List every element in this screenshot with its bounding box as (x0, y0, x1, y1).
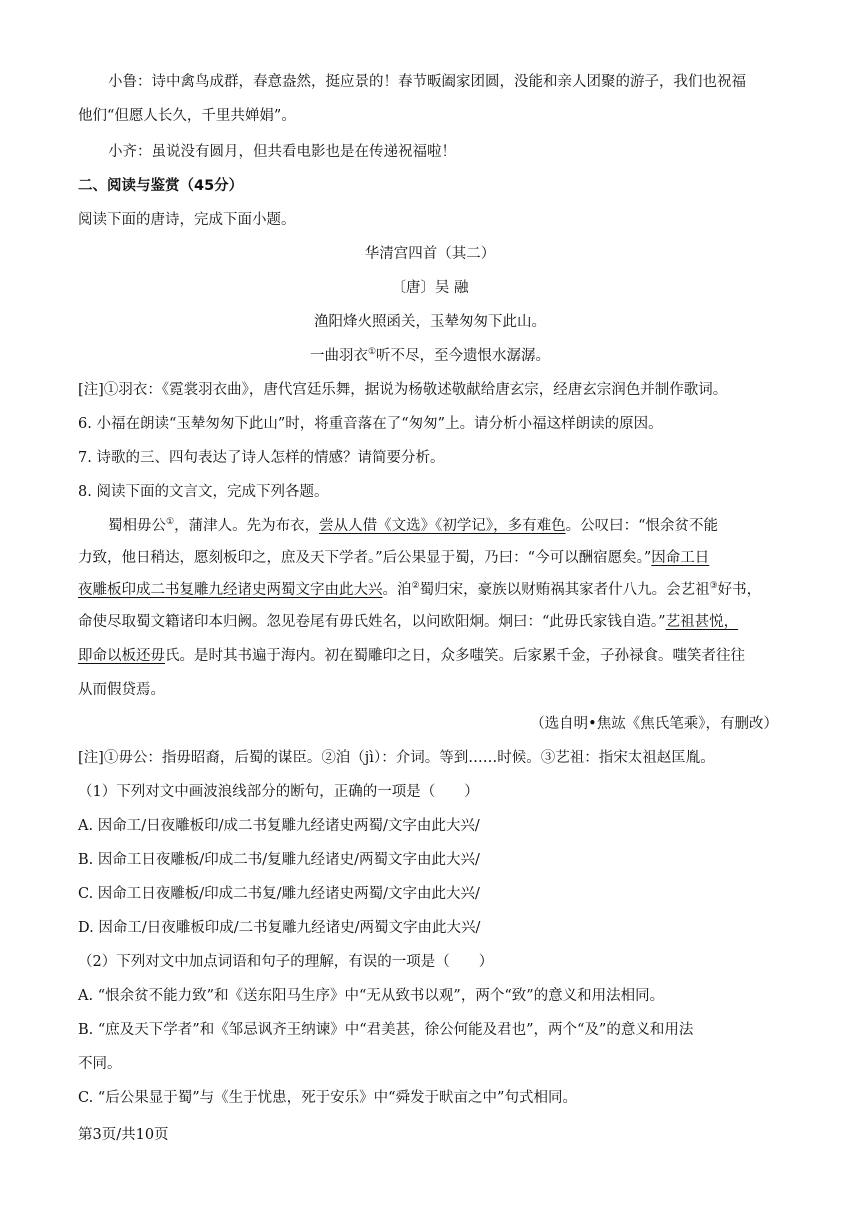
dialogue-line: 他们“但愿人长久，千里共婵娟”。 (78, 108, 296, 124)
passage-line (78, 612, 738, 632)
subquestion-1-option-a: A. 因命工/日夜雕板印/成二书复雕九经诸史两蜀/文字由此大兴/ (78, 818, 480, 834)
poem-line (0, 346, 860, 366)
poem-text: 听不尽，至今遗恨水潺潺。 (376, 348, 551, 364)
passage-line (78, 548, 709, 568)
passage-text: 。洎 (382, 582, 412, 598)
passage-note: [注]①毋公：指毋昭裔，后蜀的谋臣。②洎（jì）：介词。等到……时候。③艺祖：指宋太祖赵匡胤。 (78, 750, 715, 766)
wavy-underlined-sentence: 夜雕板印成二书复雕九经诸史两蜀文字由此大兴 (78, 582, 383, 598)
passage-text: 好书， (717, 582, 762, 598)
underlined-sentence: 艺祖甚悦， (665, 614, 739, 630)
subquestion-1-option-d: D. 因命工/日夜雕板印成/二书复雕九经诸史/两蜀文字由此大兴/ (78, 920, 481, 936)
passage-text: 命使尽取蜀文籍诸印本归阙。忽见卷尾有毋氏姓名，以问欧阳炯。炯曰：“此毋氏家钱自造。” (78, 614, 666, 630)
passage-line: 从而假贷焉。 (78, 682, 165, 698)
subquestion-1-option-b: B. 因命工日夜雕板/印成二书/复雕九经诸史/两蜀文字由此大兴/ (78, 852, 480, 868)
underlined-sentence: 即命以板还毋 (78, 648, 165, 664)
dialogue-line: 小鲁：诗中禽鸟成群，春意盎然，挺应景的！春节畈阖家团圆，没能和亲人团聚的游子，我们也祝福 (108, 74, 746, 90)
passage-text: 力致，他日稍达，愿刻板印之，庶及天下学者。”后公果显于蜀，乃曰：“今可以酬宿愿矣。” (78, 550, 652, 566)
passage-text: 蜀相毋公 (108, 518, 166, 534)
passage-source: （选自明•焦竑《焦氏笔乘》，有删改） (530, 716, 778, 732)
subquestion-2-option-b: B. “庶及天下学者”和《邹忌讽齐王纳谏》中“君美甚，徐公何能及君也”，两个“及”的意义和用法 (78, 1022, 694, 1038)
passage-line (78, 580, 761, 600)
passage-text: 。公叹曰：“恨余贫不能 (565, 518, 718, 534)
underlined-sentence: 尝从人借《文选》《初学记》，多有难色 (319, 518, 566, 534)
footnote-marker: ② (411, 581, 420, 592)
question-6: 6. 小福在朗读“玉辇匆匆下此山”时，将重音落在了“匆匆”上。请分析小福这样朗读的原因。 (78, 416, 663, 432)
subquestion-1-stem: （1）下列对文中画波浪线部分的断句，正确的一项是（ ） (78, 784, 479, 800)
subquestion-2-option-b-cont: 不同。 (78, 1056, 122, 1072)
poem-title: 华清宫四首（其二） (364, 246, 496, 262)
subquestion-1-option-c: C. 因命工日夜雕板/印成二书复/雕九经诸史两蜀/文字由此大兴/ (78, 886, 480, 902)
question-7: 7. 诗歌的三、四句表达了诗人怎样的情感？请简要分析。 (78, 450, 445, 466)
poem-author: 〔唐〕吴 融 (391, 280, 469, 296)
passage-line (78, 646, 745, 666)
passage-line (108, 516, 718, 536)
footnote-marker: ③ (709, 581, 718, 592)
subquestion-2-stem: （2）下列对文中加点词语和句子的理解，有误的一项是（ ） (78, 954, 494, 970)
page-footer: 第3页/共10页 (78, 1127, 169, 1143)
footnote-marker: ① (367, 347, 377, 358)
passage-text: 蜀归宋，豪族以财贿祸其家者什八九。会艺祖 (419, 582, 710, 598)
poem-note: [注]①羽衣：《霓裳羽衣曲》，唐代宫廷乐舞，据说为杨敬述敬献给唐玄宗，经唐玄宗润色并制作歌词。 (78, 382, 728, 398)
dialogue-line: 小齐：虽说没有圆月，但共看电影也是在传递祝福啦！ (108, 144, 456, 160)
passage-text: ，蒲津人。先为布衣， (174, 518, 320, 534)
question-8: 8. 阅读下面的文言文，完成下列各题。 (78, 484, 329, 500)
section-intro: 阅读下面的唐诗，完成下面小题。 (78, 212, 296, 228)
wavy-underlined-sentence: 因命工日 (651, 550, 710, 566)
section-heading: 二、阅读与鉴赏（45分） (78, 178, 244, 194)
poem-text: 一曲羽衣 (309, 348, 368, 364)
subquestion-2-option-a: A. “恨余贫不能力致”和《送东阳马生序》中“无从致书以观”，两个“致”的意义和用法相同。 (78, 988, 665, 1004)
subquestion-2-option-c: C. “后公果显于蜀”与《生于忧患，死于安乐》中“舜发于畎亩之中”句式相同。 (78, 1090, 577, 1106)
footnote-marker: ① (166, 517, 175, 528)
passage-text: 氏。是时其书遍于海内。初在蜀雕印之日，众多嗤笑。后家累千金，子孙禄食。嗤笑者往往 (165, 648, 745, 664)
poem-line: 渔阳烽火照函关，玉辇匆匆下此山。 (314, 314, 546, 330)
